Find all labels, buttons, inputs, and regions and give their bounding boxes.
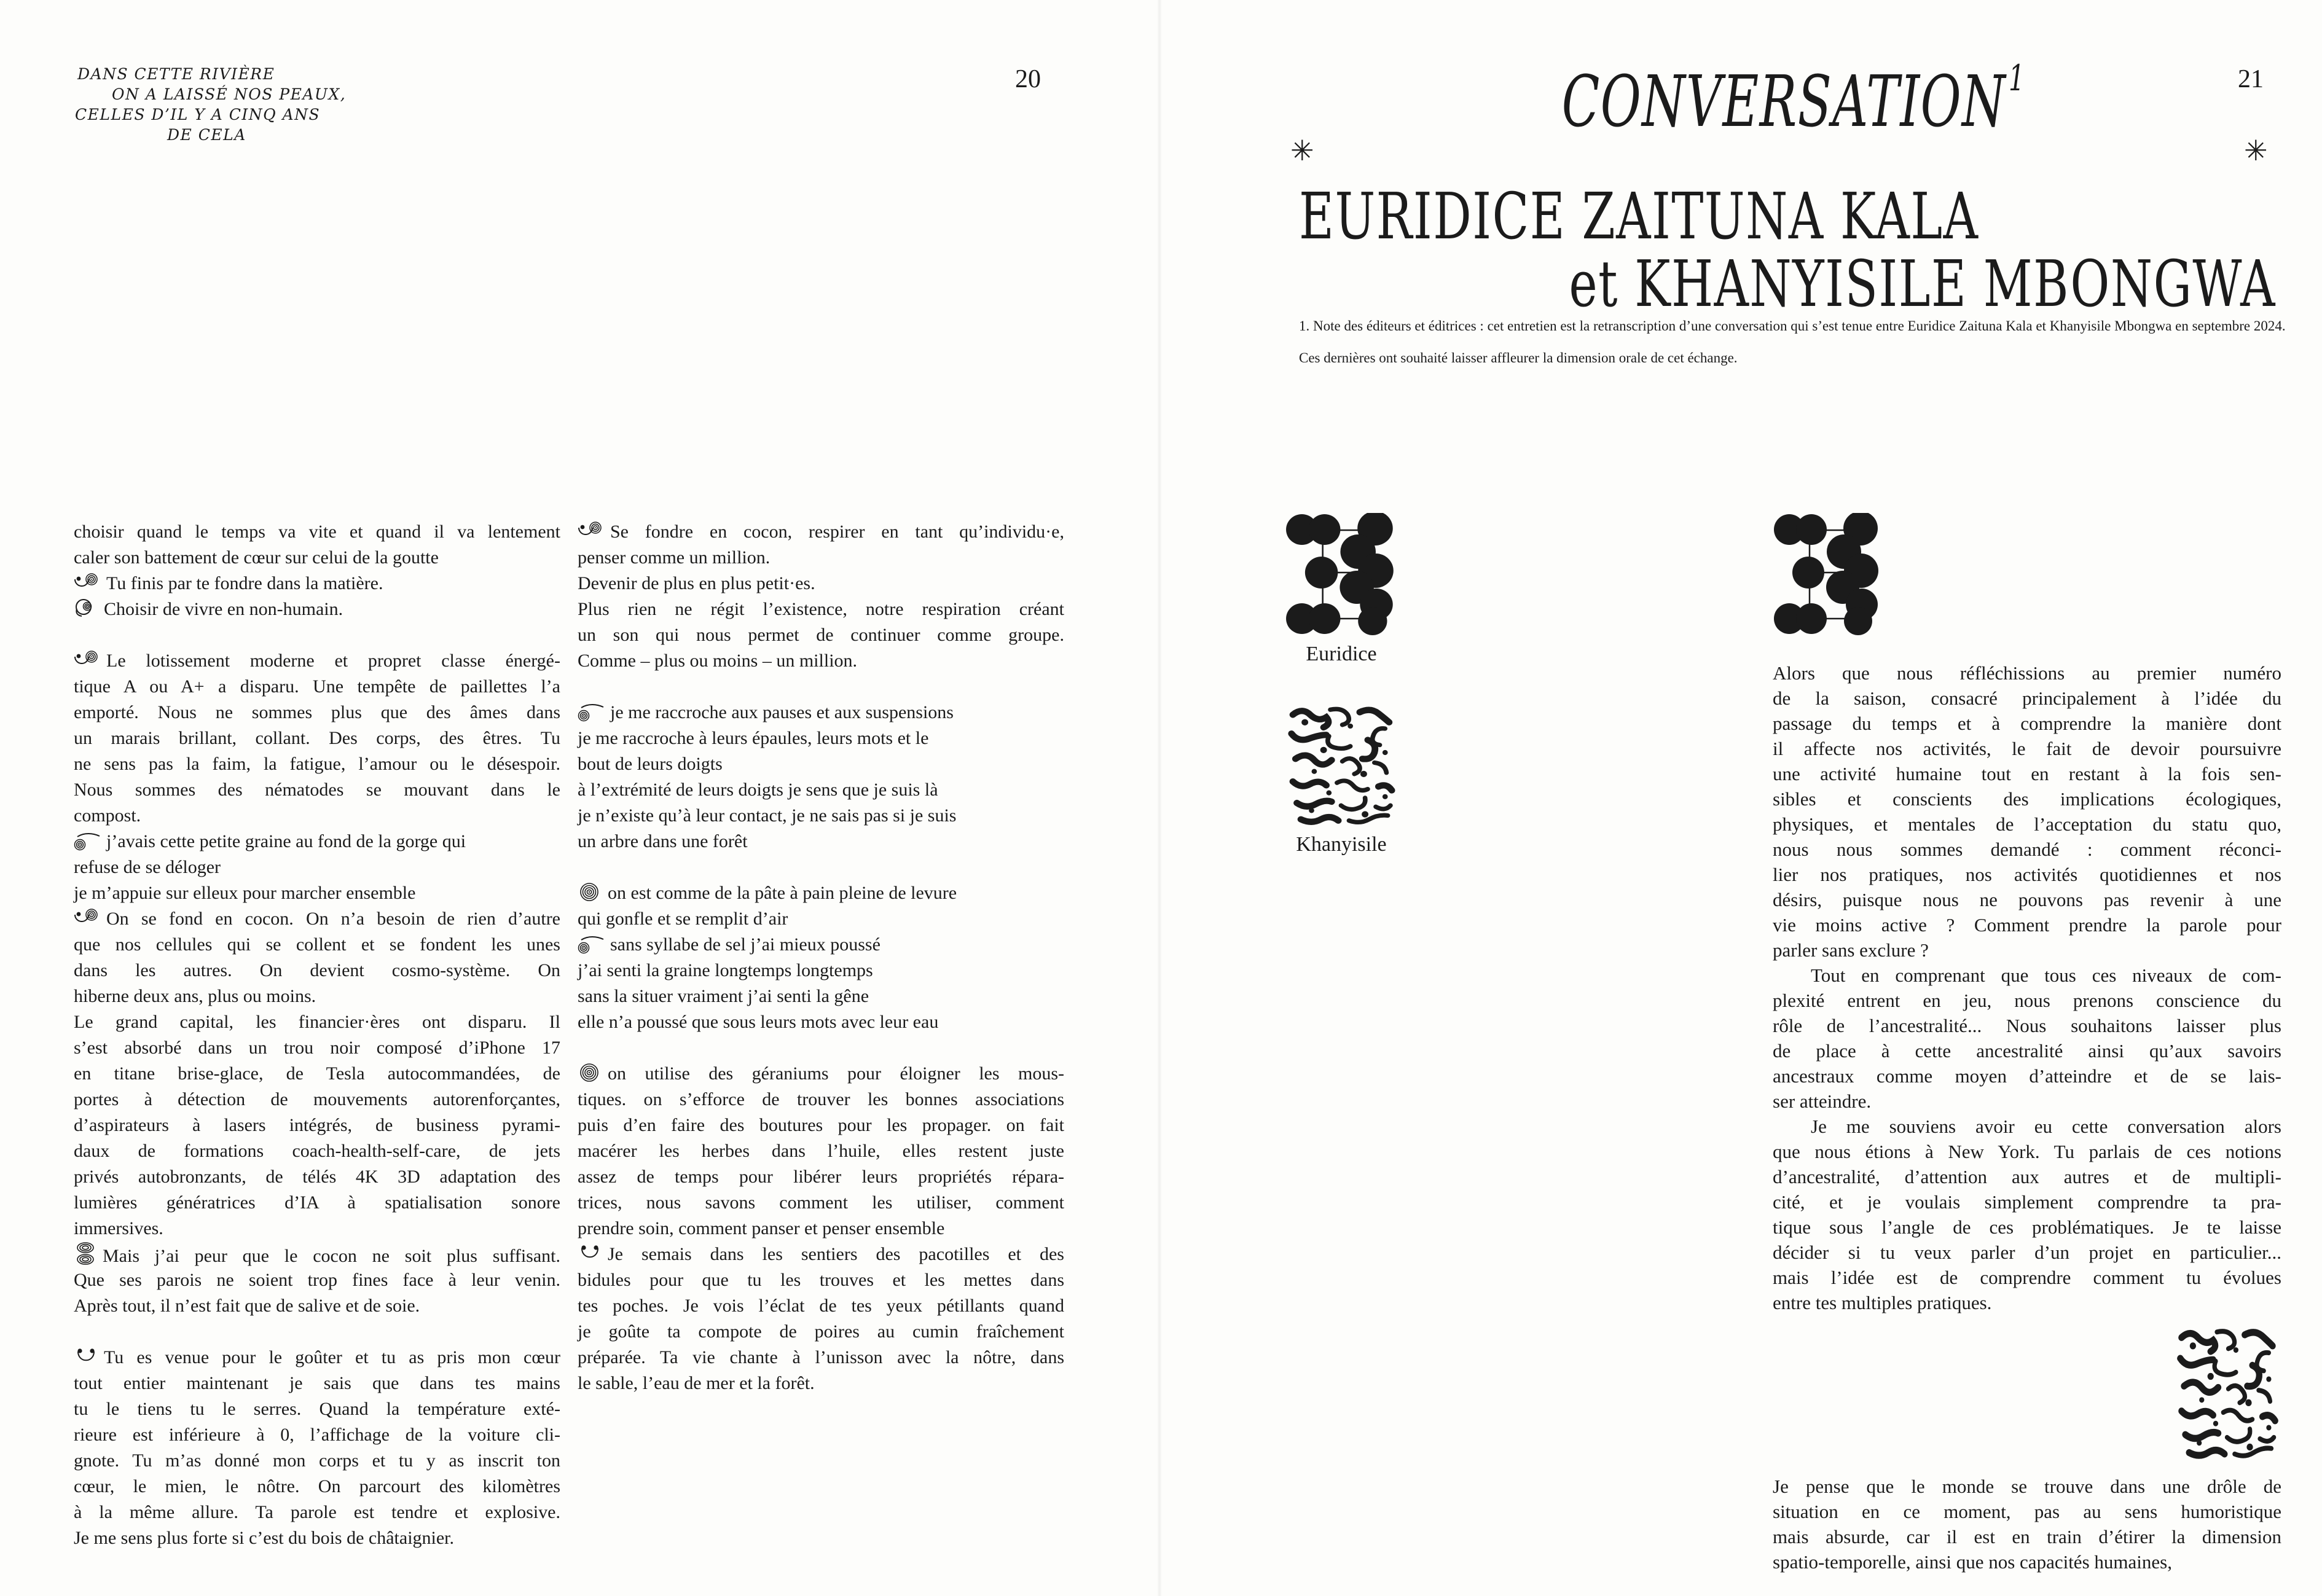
text-line: plexité entrent en jeu, nous prenons conscience du	[1773, 990, 2281, 1011]
editors-footnote	[1299, 310, 2307, 374]
title-text: CONVERSATION	[1561, 61, 2006, 143]
euridice-mark-icon	[1773, 513, 1883, 636]
paragraph	[1773, 660, 2281, 963]
text-line: nous nous sommes demandé : comment réconci-	[1773, 839, 2281, 860]
speaker-label-khanyisile: Khanyisile	[1296, 833, 1387, 856]
paragraph-gap	[578, 855, 1064, 880]
text-line: le sable, l’eau de mer et la forêt.	[578, 1373, 815, 1393]
cup-dot-spiral-icon	[578, 521, 605, 542]
target-spiral-icon	[578, 1062, 602, 1084]
text-line: spatio-temporelle, ainsi que nos capacités humaines,	[1773, 1551, 2172, 1573]
text-line: privés autobronzants, de télés 4K 3D adaptation des	[74, 1167, 560, 1187]
paragraph-gap	[578, 674, 1064, 700]
text-line: ser atteindre.	[1773, 1090, 1872, 1112]
text-line: lier nos pratiques, nos activités quotidiennes et nos	[1773, 864, 2281, 885]
text-line: caler son battement de cœur sur celui de la goutte	[74, 547, 439, 568]
euridice-mark-icon	[1285, 513, 1398, 636]
text-line: Nous sommes des nématodes se mouvant dans le	[74, 780, 560, 800]
text-line: sans syllabe de sel j’ai mieux poussé	[578, 932, 1064, 958]
text-line: dans les autres. On devient cosmo-système. On	[74, 960, 560, 980]
text-line: choisir quand le temps va vite et quand il va lentement	[74, 522, 560, 542]
text-line: un arbre dans une forêt	[578, 831, 748, 851]
text-line: Se fondre en cocon, respirer en tant qu’individu·e,	[578, 519, 1064, 545]
text-column-2	[578, 519, 1064, 1396]
text-line: que nous étions à New York. Tu parlais de ces notions	[1773, 1141, 2281, 1162]
text-line: de la saison, consacré principalement à l’idée du	[1773, 687, 2281, 709]
text-line: rieure est inférieure à 0, l’affichage de la voiture cli-	[74, 1425, 560, 1445]
text-line: je n’existe qu’à leur contact, je ne sais pas si je suis	[578, 805, 957, 826]
text-line: Après tout, il n’est fait que de salive et de soie.	[74, 1296, 420, 1316]
motto-line: DE CELA	[167, 126, 246, 144]
author-line-2: et KHANYISILE MBONGWA	[1569, 246, 2276, 321]
paragraph	[1773, 1474, 2281, 1574]
text-line: ne sens pas la faim, la fatigue, l’amour ou le désespoir.	[74, 754, 560, 774]
text-line: Choisir de vivre en non-humain.	[74, 597, 560, 622]
text-line: compost.	[74, 805, 141, 826]
text-line: à l’extrémité de leurs doigts je sens que je suis là	[578, 780, 938, 800]
text-line: sibles et conscients des implications écologiques,	[1773, 788, 2281, 810]
text-line: Tu finis par te fondre dans la matière.	[74, 571, 560, 597]
text-line: cité, et je voulais simplement comprendre ta pra-	[1773, 1191, 2281, 1213]
paragraph-gap	[578, 1035, 1064, 1061]
conversation-column	[1773, 513, 2281, 1574]
text-line: d’aspirateurs à lasers intégrés, de business pyrami-	[74, 1115, 560, 1135]
text-line: cœur, le mien, le nôtre. On parcourt des kilomètres	[74, 1476, 560, 1496]
text-line: s’est absorbé dans un trou noir composé d’iPhone 17	[74, 1038, 560, 1058]
text-line: hiberne deux ans, plus ou moins.	[74, 986, 316, 1006]
page-number-20: 20	[1015, 65, 1041, 93]
text-line: en titane brise-glace, de Tesla autocommandées, de	[74, 1063, 560, 1084]
asterisk-icon: ✳	[1290, 134, 1314, 167]
text-line: elle n’a poussé que sous leurs mots avec leur eau	[578, 1012, 939, 1032]
text-line: tique sous l’angle de ces problématiques. Je te laisse	[1773, 1216, 2281, 1238]
title-footnote-marker: 1	[2009, 57, 2026, 99]
paragraph	[1773, 963, 2281, 1114]
text-line: passage du temps et à comprendre la manière dont	[1773, 713, 2281, 734]
text-line: physiques, et mentales de l’acceptation du statu quo,	[1773, 813, 2281, 835]
text-line: assez de temps pour libérer leurs propriétés répara-	[578, 1167, 1064, 1187]
motto-line: DANS CETTE RIVIÈRE	[77, 65, 275, 83]
text-line: Que ses parois ne soient trop fines face à leur venin.	[74, 1270, 560, 1290]
speaker-label-euridice: Euridice	[1306, 643, 1377, 665]
text-line: trices, nous savons comment les utiliser, comment	[578, 1192, 1064, 1213]
paragraph	[74, 1242, 560, 1319]
text-line: refuse de se déloger	[74, 857, 221, 877]
text-line: Je pense que le monde se trouve dans une drôle de	[1773, 1476, 2281, 1497]
text-line: lumières génératrices d’IA à spatialisation sonore	[74, 1192, 560, 1213]
footnote-line: 1. Note des éditeurs et éditrices : cet entretien est la retranscription d’une conversation qui s’est tenue entre Euridice Zaituna Kala et Khanyisile Mbongwa en septembre 2024.	[1299, 318, 2286, 334]
text-line: tique A ou A+ a disparu. Une tempête de paillettes l’a	[74, 676, 560, 697]
text-line: un son qui nous permet de continuer comme groupe.	[578, 625, 1064, 645]
text-line: situation en ce moment, pas au sens humoristique	[1773, 1501, 2281, 1522]
text-line: vie moins active ? Comment prendre la parole pour	[1773, 914, 2281, 936]
circle-spiral-icon	[74, 598, 98, 619]
cup-two-dots-icon	[74, 1347, 98, 1367]
paragraph	[74, 1345, 560, 1551]
paragraph-gap	[74, 1319, 560, 1345]
text-line: Je me souviens avoir eu cette conversation alors	[1811, 1116, 2281, 1137]
text-line: tu le tiens tu le serres. Quand la température exté-	[74, 1399, 560, 1419]
paragraph	[74, 597, 560, 622]
speaker-key	[1283, 513, 1400, 859]
motto-line: CELLES D’IL Y A CINQ ANS	[75, 106, 321, 123]
paragraph	[74, 519, 560, 571]
text-line: rôle de l’ancestralité... Nous souhaitons laisser plus	[1773, 1015, 2281, 1036]
text-line: Alors que nous réfléchissions au premier numéro	[1773, 662, 2281, 684]
text-line: j’avais cette petite graine au fond de la gorge qui	[74, 829, 560, 855]
paragraph	[578, 519, 1064, 674]
author-line-1: EURIDICE ZAITUNA KALA	[1299, 179, 1979, 254]
text-line: Devenir de plus en plus petit·es.	[578, 573, 815, 593]
text-line: je goûte ta compote de poires au cumin fraîchement	[578, 1321, 1064, 1342]
text-line: à la même allure. Ta parole est tendre et explosive.	[74, 1502, 560, 1522]
text-line: il affecte nos activités, le fait de devoir poursuivre	[1773, 738, 2281, 759]
text-line: Tout en comprenant que tous ces niveaux de com-	[1811, 964, 2281, 986]
cup-two-dots-icon	[578, 1243, 602, 1264]
conversation-title	[1462, 59, 2114, 141]
text-line: j’ai senti la graine longtemps longtemps	[578, 960, 873, 980]
text-line: gnote. Tu m’as donné mon corps et tu y as inscrit ton	[74, 1450, 560, 1471]
text-line: emporté. Nous ne sommes plus que des âmes dans	[74, 702, 560, 722]
text-line: un marais brillant, collant. Des corps, des êtres. Tu	[74, 728, 560, 748]
text-line: sans la situer vraiment j’ai senti la gêne	[578, 986, 869, 1006]
paragraph	[74, 648, 560, 829]
text-line: Comme – plus ou moins – un million.	[578, 651, 858, 671]
text-line: tout entier maintenant je sais que dans tes mains	[74, 1373, 560, 1393]
khanyisile-mark-icon	[1285, 703, 1398, 826]
text-line: immersives.	[74, 1218, 163, 1238]
text-line: Le grand capital, les financier·ères ont disparu. Il	[74, 1012, 560, 1032]
text-line: je me raccroche aux pauses et aux suspensions	[578, 700, 1064, 726]
text-line: tes poches. Je vois l’éclat de tes yeux pétillants quand	[578, 1296, 1064, 1316]
text-line: mais l’idée est de comprendre comment tu évolues	[1773, 1267, 2281, 1288]
text-line: qui gonfle et se remplit d’air	[578, 909, 788, 929]
cup-dot-spiral-icon	[74, 650, 101, 671]
text-line: Le lotissement moderne et propret classe énergé-	[74, 648, 560, 674]
footnote-line: Ces dernières ont souhaité laisser affleurer la dimension orale de cet échange.	[1299, 350, 1738, 366]
text-line: Je semais dans les sentiers des pacotilles et des	[578, 1242, 1064, 1267]
paragraph	[74, 571, 560, 597]
text-line: penser comme un million.	[578, 547, 771, 568]
text-line: tiques. on s’efforce de trouver les bonnes associations	[578, 1089, 1064, 1109]
text-line: portes à détection de mouvements autorenforçantes,	[74, 1089, 560, 1109]
paragraph-gap	[74, 622, 560, 648]
text-line: une activité humaine tout en restant à la fois sen-	[1773, 763, 2281, 784]
text-line: Plus rien ne régit l’existence, notre respiration créant	[578, 599, 1064, 619]
text-line: bout de leurs doigts	[578, 754, 723, 774]
target-spiral-icon	[578, 881, 602, 903]
text-line: puis d’en faire des boutures pour les propager. on fait	[578, 1115, 1064, 1135]
paragraph	[578, 880, 1064, 932]
text-line: je me raccroche à leurs épaules, leurs mots et le	[578, 728, 929, 748]
paragraph	[578, 1242, 1064, 1396]
paragraph	[74, 829, 560, 906]
text-line: que nos cellules qui se collent et se fondent les unes	[74, 934, 560, 955]
text-line: daux de formations coach-health-self-care, de jets	[74, 1141, 560, 1161]
spiral-overline-icon	[578, 702, 605, 722]
cup-dot-spiral-icon	[74, 573, 101, 593]
cup-dot-spiral-icon	[74, 908, 101, 929]
paragraph	[74, 906, 560, 1242]
text-line: On se fond en cocon. On n’a besoin de rien d’autre	[74, 906, 560, 932]
text-line: préparée. Ta vie chante à l’unisson avec la nôtre, dans	[578, 1347, 1064, 1367]
text-line: désirs, puisque nous ne pouvons pas revenir à une	[1773, 889, 2281, 910]
text-line: d’ancestralité, d’attention aux autres et de multipli-	[1773, 1166, 2281, 1187]
text-line: parler sans exclure ?	[1773, 939, 1929, 961]
asterisk-icon: ✳	[2244, 134, 2268, 167]
text-line: décider si tu veux parler d’un projet en particulier...	[1773, 1242, 2281, 1263]
motto-asterisk-cluster	[280, 109, 353, 195]
text-line: Mais j’ai peur que le cocon ne soit plus suffisant.	[74, 1242, 560, 1267]
motto-line: ON A LAISSÉ NOS PEAUX,	[112, 85, 347, 103]
page-number-21: 21	[2238, 65, 2264, 93]
khanyisile-ornament-icon	[2174, 1325, 2281, 1460]
text-line: on utilise des géraniums pour éloigner les mous-	[578, 1061, 1064, 1087]
paragraph	[578, 1061, 1064, 1242]
text-column-1	[74, 519, 560, 1551]
double-spiral-icon	[74, 1242, 97, 1266]
text-line: prendre soin, comment panser et penser ensemble	[578, 1218, 945, 1238]
paragraph	[578, 700, 1064, 855]
text-line: je m’appuie sur elleux pour marcher ensemble	[74, 883, 416, 903]
paragraph	[578, 932, 1064, 1035]
text-line: Je me sens plus forte si c’est du bois de châtaignier.	[74, 1528, 455, 1548]
paragraph	[1773, 1114, 2281, 1315]
text-line: bidules pour que tu les trouves et les mettes dans	[578, 1270, 1064, 1290]
text-line: Tu es venue pour le goûter et tu as pris mon cœur	[74, 1345, 560, 1371]
text-line: mais absurde, car il est en train d’étirer la dimension	[1773, 1526, 2281, 1547]
spiral-overline-icon	[74, 831, 101, 851]
text-line: on est comme de la pâte à pain pleine de levure	[578, 880, 1064, 906]
text-line: entre tes multiples pratiques.	[1773, 1292, 1992, 1313]
text-line: de place à cette ancestralité ainsi qu’aux savoirs	[1773, 1040, 2281, 1062]
page-fold-divider	[1157, 0, 1162, 1596]
text-line: macérer les herbes dans l’huile, elles restent juste	[578, 1141, 1064, 1161]
spiral-overline-icon	[578, 934, 605, 955]
text-line: ancestraux comme moyen d’atteindre et de se lais-	[1773, 1065, 2281, 1087]
